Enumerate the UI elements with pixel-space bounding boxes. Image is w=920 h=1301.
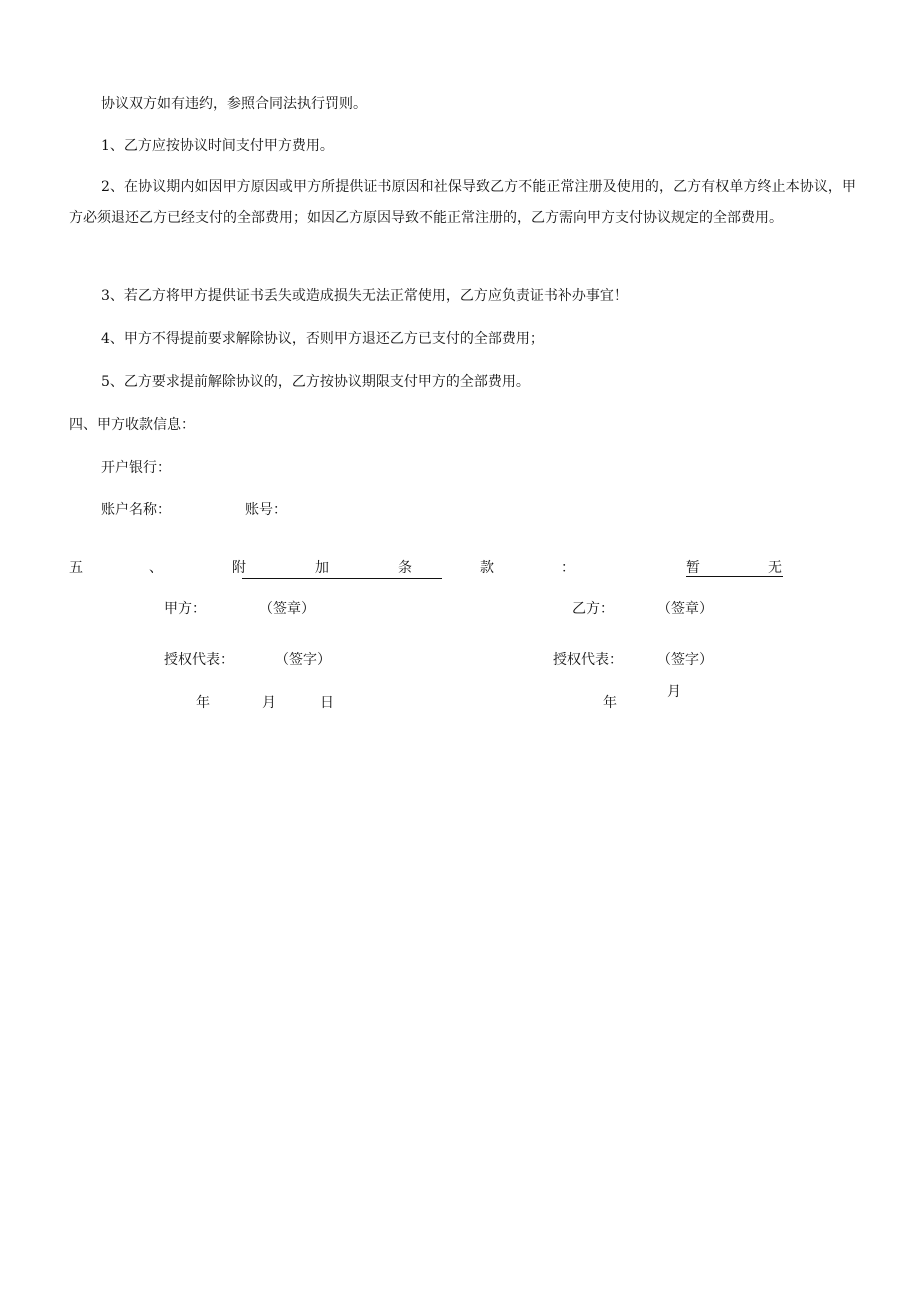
party-b-month: 月 bbox=[667, 684, 681, 700]
party-b-label: 乙方： bbox=[572, 601, 614, 617]
clause-2: 2、在协议期内如因甲方原因或甲方所提供证书原因和社保导致乙方不能正常注册及使用的，乙方有权单方终止本协议，甲方必须退还乙方已经支付的全部费用；如因乙方原因导致不能正常注册的，乙方需向甲方支付协议规定的全部费用。 bbox=[69, 179, 856, 226]
party-b-year: 年 bbox=[603, 695, 617, 711]
additional-terms-underline bbox=[242, 578, 442, 579]
clause-4: 4、甲方不得提前要求解除协议，否则甲方退还乙方已支付的全部费用； bbox=[101, 331, 544, 347]
account-number-label: 账号： bbox=[245, 502, 287, 518]
section-5-char: 附 bbox=[232, 560, 246, 576]
party-a-month: 月 bbox=[262, 695, 276, 711]
party-a-year: 年 bbox=[196, 695, 210, 711]
party-b-sign: （签字） bbox=[657, 652, 713, 668]
party-b-seal: （签章） bbox=[657, 601, 713, 617]
section-4-heading: 四、甲方收款信息： bbox=[69, 417, 195, 433]
section-5-char: 款 bbox=[480, 560, 494, 576]
party-a-day: 日 bbox=[320, 695, 334, 711]
section-5-char: 加 bbox=[315, 560, 329, 576]
clause-1: 1、乙方应按协议时间支付甲方费用。 bbox=[101, 138, 334, 154]
clause-3: 3、若乙方将甲方提供证书丢失或造成损失无法正常使用，乙方应负责证书补办事宜！ bbox=[101, 288, 628, 304]
additional-terms-value-char: 无 bbox=[768, 560, 782, 576]
party-a-rep-label: 授权代表： bbox=[164, 652, 234, 668]
section-5-char: 、 bbox=[149, 560, 163, 576]
section-5-char: 五 bbox=[69, 560, 83, 576]
additional-terms-value-char: 暂 bbox=[686, 560, 700, 576]
section-5-char: ： bbox=[561, 560, 575, 576]
party-a-sign: （签字） bbox=[275, 652, 331, 668]
party-b-rep-label: 授权代表： bbox=[553, 652, 623, 668]
clause-5: 5、乙方要求提前解除协议的，乙方按协议期限支付甲方的全部费用。 bbox=[101, 374, 530, 390]
breach-intro-text: 协议双方如有违约，参照合同法执行罚则。 bbox=[101, 96, 367, 112]
bank-label: 开户银行： bbox=[101, 460, 171, 476]
section-5-char: 条 bbox=[398, 560, 412, 576]
account-name-label: 账户名称： bbox=[101, 502, 171, 518]
party-a-label: 甲方： bbox=[164, 601, 206, 617]
party-a-seal: （签章） bbox=[259, 601, 315, 617]
